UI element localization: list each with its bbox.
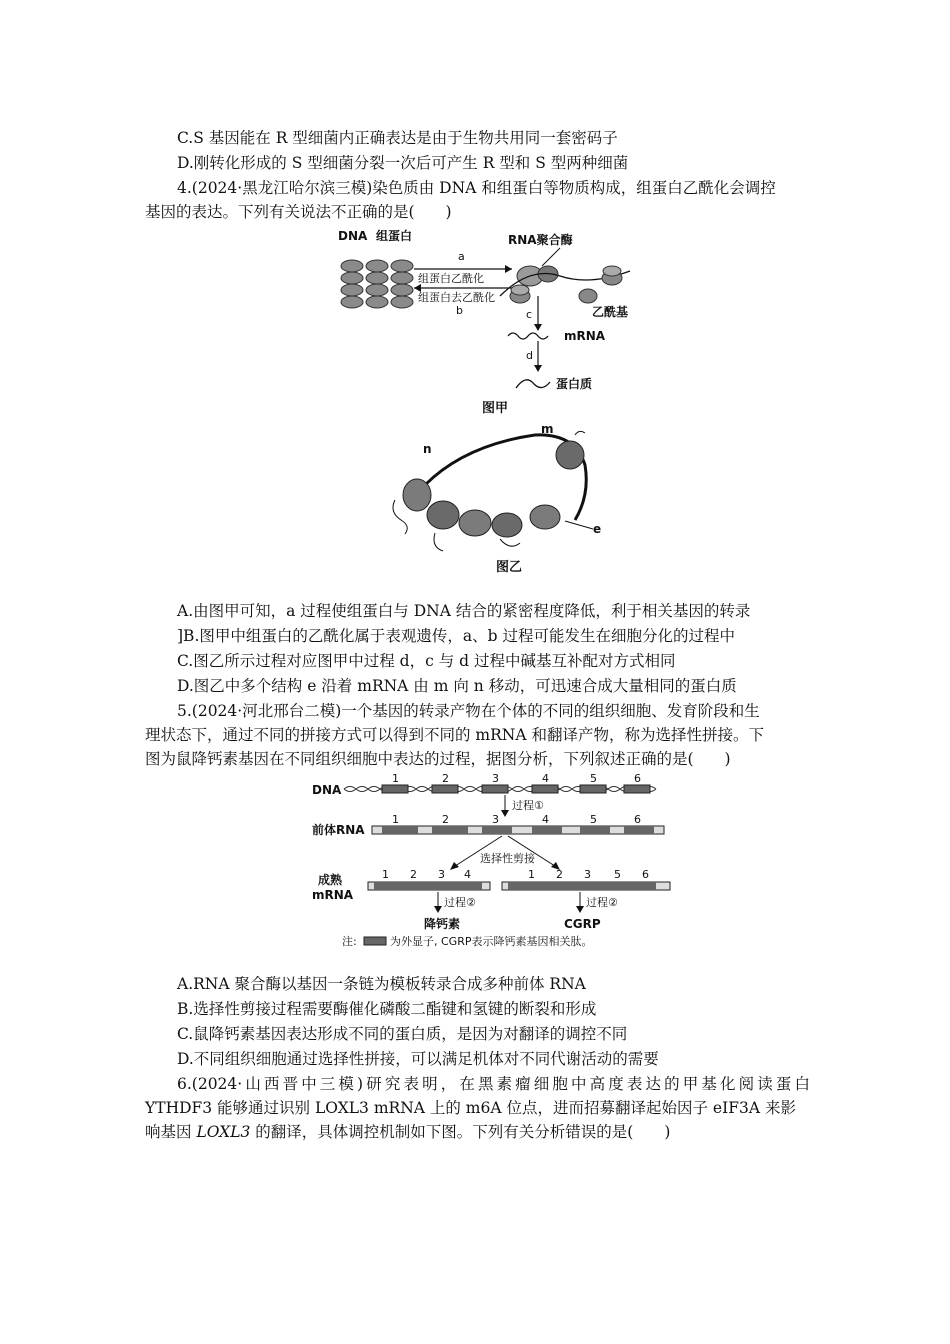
figure-jia: [330, 226, 650, 416]
right-exon-2: 2: [556, 868, 563, 881]
pre-exon-4: 4: [542, 813, 549, 826]
q6-stem3-pre: 响基因: [145, 1123, 197, 1141]
q5-option-c: C.鼠降钙素基因表达形成不同的蛋白质，是因为对翻译的调控不同: [177, 1025, 628, 1043]
q5-option-d: D.不同组织细胞通过选择性拼接，可以满足机体对不同代谢活动的需要: [177, 1050, 659, 1068]
q3-option-c: C.S 基因能在 R 型细菌内正确表达是由于生物共用同一套密码子: [177, 129, 618, 147]
rna-polymerase-label: RNA聚合酶: [508, 233, 573, 247]
dna-label: DNA: [312, 783, 342, 797]
label-e: e: [593, 522, 602, 536]
mrna-strand: [508, 333, 548, 339]
pre-exon-5: 5: [590, 813, 597, 826]
ribosome-e: [530, 505, 560, 529]
dna-label: DNA: [338, 229, 368, 243]
q4-option-c: C.图乙所示过程对应图甲中过程 d，c 与 d 过程中碱基互补配对方式相同: [177, 652, 676, 670]
splice-label: 选择性剪接: [480, 852, 535, 865]
right-exon-5: 5: [614, 868, 621, 881]
mature-label-2: mRNA: [312, 888, 354, 902]
q6-stem-line1: 6.(2024·山西晋中三模)研究表明，在黑素瘤细胞中高度表达的甲基化阅读蛋白: [177, 1075, 810, 1093]
q6-stem-line3: [145, 1121, 810, 1143]
q4-option-a: A.由图甲可知，a 过程使组蛋白与 DNA 结合的紧密程度降低，利于相关基因的转录: [177, 602, 751, 620]
arrow-a-label: 组蛋白乙酰化: [418, 272, 484, 285]
q4-option-d: D.图乙中多个结构 e 沿着 mRNA 由 m 向 n 移动，可迅速合成大量相同的蛋白质: [177, 677, 737, 695]
left-exon-1: 1: [382, 868, 389, 881]
dna-exon-4: 4: [542, 772, 549, 785]
note-text: 为外显子, CGRP表示降钙素基因相关肽。: [390, 935, 593, 948]
q5-option-a: A.RNA 聚合酶以基因一条链为模板转录合成多种前体 RNA: [177, 975, 586, 993]
left-exon-4: 4: [464, 868, 471, 881]
pre-exon-2: 2: [442, 813, 449, 826]
dna-exon-6: 6: [634, 772, 641, 785]
q4-stem-line1: 4.(2024·黑龙江哈尔滨三模)染色质由 DNA 和组蛋白等物质构成，组蛋白乙酰化会调控: [177, 179, 776, 197]
q4-stem-line2: 基因的表达。下列有关说法不正确的是( ): [145, 203, 452, 221]
label-n: n: [423, 442, 432, 456]
q6-stem-line2: YTHDF3 能够通过识别 LOXL3 mRNA 上的 m6A 位点，进而招募翻译起始因子 eIF3A 来影: [145, 1099, 796, 1117]
cgrp-mrna: [508, 882, 656, 890]
splicing-figure: [312, 772, 682, 952]
process-2-left: 过程②: [444, 896, 476, 909]
dna-exon-5: 5: [590, 772, 597, 785]
protein-chain: [516, 380, 550, 388]
process-2-right: 过程②: [586, 896, 618, 909]
figure-yi: [385, 425, 615, 565]
pre-exon-3: 3: [492, 813, 499, 826]
q5-stem-line2: 理状态下，通过不同的拼接方式可以得到不同的 mRNA 和翻译产物，称为选择性拼接。下: [145, 726, 764, 744]
label-c: c: [526, 308, 533, 321]
figure-yi-caption: 图乙: [496, 560, 523, 575]
exon-legend-swatch: [364, 937, 386, 945]
cgrp-label: CGRP: [564, 917, 601, 931]
q4-option-b: ]B.图甲中组蛋白的乙酰化属于表观遗传，a、b 过程可能发生在细胞分化的过程中: [177, 627, 735, 645]
right-exon-6: 6: [642, 868, 649, 881]
q5-stem-line3: 图为鼠降钙素基因在不同组织细胞中表达的过程，据图分析，下列叙述正确的是( ): [145, 750, 731, 768]
q6-gene-name: LOXL3: [196, 1123, 251, 1141]
dna-exon-3: 3: [492, 772, 499, 785]
mrna-label: mRNA: [564, 329, 606, 343]
process-1-label: 过程①: [512, 799, 544, 812]
dna-exon-2: 2: [442, 772, 449, 785]
figure-jia-caption: 图甲: [482, 401, 509, 416]
right-exon-3: 3: [584, 868, 591, 881]
protein-label: 蛋白质: [556, 377, 593, 391]
pre-rna-label: 前体RNA: [312, 823, 365, 837]
mature-label-1: 成熟: [318, 873, 343, 887]
label-a: a: [458, 250, 465, 263]
pre-exon-1: 1: [392, 813, 399, 826]
pre-exon-6: 6: [634, 813, 641, 826]
q5-stem-line1: 5.(2024·河北邢台二模)一个基因的转录产物在个体的不同的组织细胞、发育阶段和生: [177, 702, 760, 720]
right-exon-1: 1: [528, 868, 535, 881]
left-exon-3: 3: [438, 868, 445, 881]
label-d: d: [526, 349, 533, 362]
label-m: m: [541, 425, 554, 436]
histone-stack-left: [341, 260, 413, 308]
label-b: b: [456, 304, 463, 317]
arrow-b-label: 组蛋白去乙酰化: [418, 291, 495, 304]
q3-option-d: D.刚转化形成的 S 型细菌分裂一次后可产生 R 型和 S 型两种细菌: [177, 154, 629, 172]
dna-exon-1: 1: [392, 772, 399, 785]
left-exon-2: 2: [410, 868, 417, 881]
q5-option-b: B.选择性剪接过程需要酶催化磷酸二酯键和氢键的断裂和形成: [177, 1000, 597, 1018]
calcitonin-mrna: [374, 882, 482, 890]
histone-label: 组蛋白: [376, 229, 413, 243]
calcitonin-label: 降钙素: [424, 917, 461, 931]
note-prefix: 注:: [342, 935, 357, 948]
q6-stem3-post: 的翻译，具体调控机制如下图。下列有关分析错误的是( ): [250, 1123, 671, 1141]
acetyl-label: 乙酰基: [592, 305, 629, 319]
